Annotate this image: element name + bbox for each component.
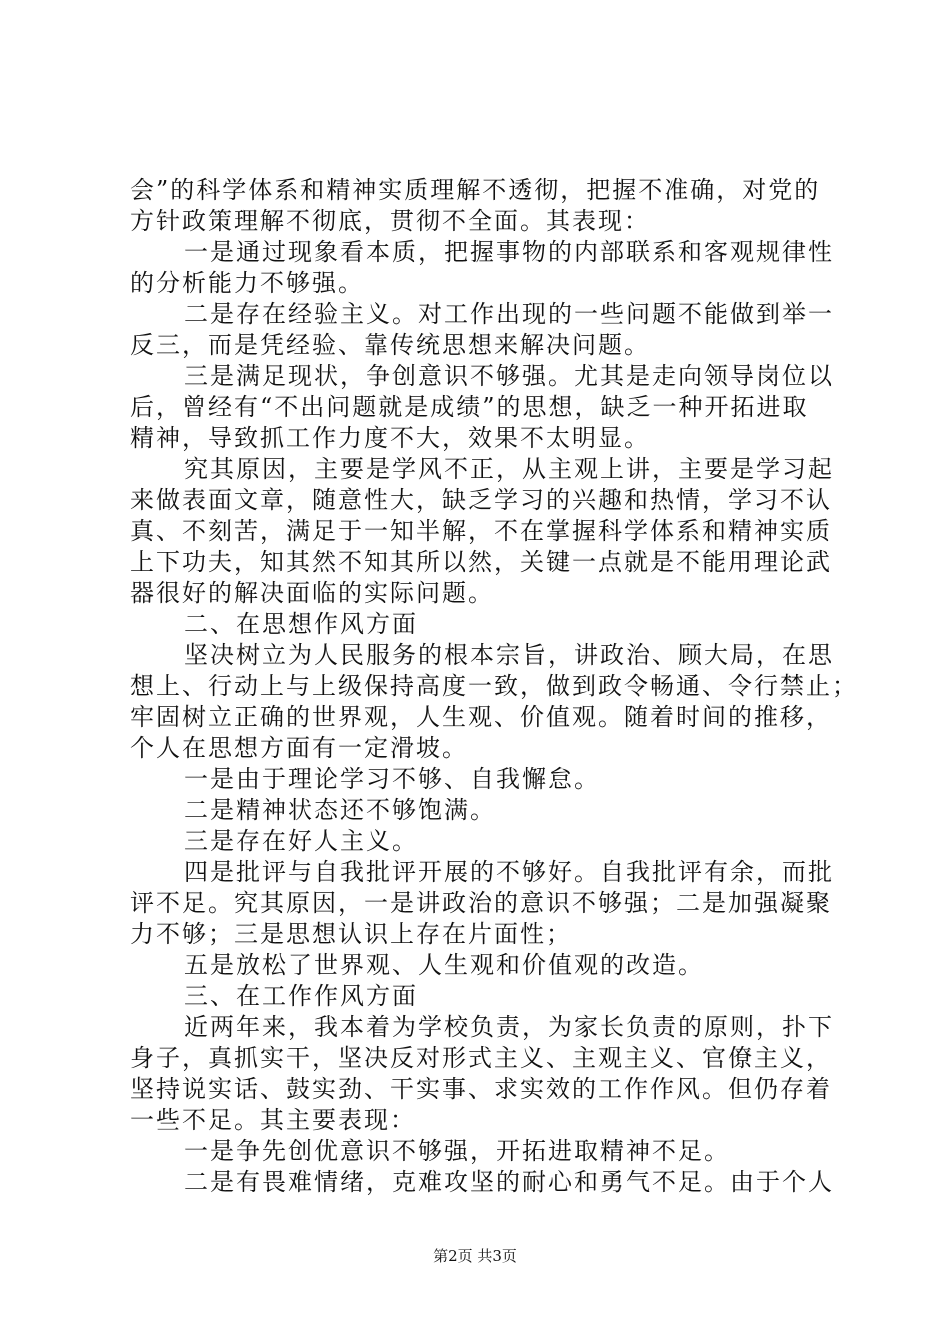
text-line: 三是存在好人主义。 [184,827,418,855]
text-line: 精神，导致抓工作力度不大，效果不太明显。 [130,424,650,452]
text-line: 来做表面文章，随意性大，缺乏学习的兴趣和热情，学习不认 [130,486,832,514]
text-line: 力不够；三是思想认识上存在片面性； [130,920,572,948]
page-footer [0,1245,950,1266]
text-line: 近两年来，我本着为学校负责，为家长负责的原则，扑下 [184,1013,834,1041]
text-line: 一些不足。其主要表现： [130,1106,416,1134]
text-line: 的分析能力不够强。 [130,269,364,297]
text-line: 三是满足现状，争创意识不够强。尤其是走向领导岗位以 [184,362,834,390]
text-line: 评不足。究其原因，一是讲政治的意识不够强；二是加强凝聚 [130,889,832,917]
text-line: 二、在思想作风方面 [184,610,418,638]
text-line: 后，曾经有“不出问题就是成绩”的思想，缺乏一种开拓进取 [130,393,809,421]
text-line: 四是批评与自我批评开展的不够好。自我批评有余，而批 [184,858,834,886]
text-line: 二是精神状态还不够饱满。 [184,796,496,824]
text-line: 身子，真抓实干，坚决反对形式主义、主观主义、官僚主义， [130,1044,832,1072]
text-line: 二是存在经验主义。对工作出现的一些问题不能做到举一 [184,300,834,328]
text-line: 究其原因，主要是学风不正，从主观上讲，主要是学习起 [184,455,834,483]
page-indicator: 第2页 共3页 [433,1247,517,1265]
text-line: 三、在工作作风方面 [184,982,418,1010]
text-line: 个人在思想方面有一定滑坡。 [130,734,468,762]
text-line: 二是有畏难情绪，克难攻坚的耐心和勇气不足。由于个人 [184,1168,834,1196]
text-line: 反三，而是凭经验、靠传统思想来解决问题。 [130,331,650,359]
text-line: 器很好的解决面临的实际问题。 [130,579,494,607]
text-line: 会”的科学体系和精神实质理解不透彻，把握不准确，对党的 [130,176,821,204]
text-line: 坚决树立为人民服务的根本宗旨，讲政治、顾大局，在思 [184,641,834,669]
text-line: 一是争先创优意识不够强，开拓进取精神不足。 [184,1137,730,1165]
text-line: 五是放松了世界观、人生观和价值观的改造。 [184,951,704,979]
text-line: 方针政策理解不彻底，贯彻不全面。其表现： [130,207,650,235]
text-line: 一是通过现象看本质，把握事物的内部联系和客观规律性 [184,238,834,266]
document-body [130,175,858,1198]
text-line: 一是由于理论学习不够、自我懈怠。 [184,765,600,793]
text-line: 真、不刻苦，满足于一知半解，不在掌握科学体系和精神实质 [130,517,832,545]
text-line: 上下功夫，知其然不知其所以然，关键一点就是不能用理论武 [130,548,832,576]
text-line: 牢固树立正确的世界观，人生观、价值观。随着时间的推移， [130,703,832,731]
text-line: 想上、行动上与上级保持高度一致，做到政令畅通、令行禁止； [130,672,858,700]
text-line: 坚持说实话、鼓实劲、干实事、求实效的工作作风。但仍存着 [130,1075,832,1103]
